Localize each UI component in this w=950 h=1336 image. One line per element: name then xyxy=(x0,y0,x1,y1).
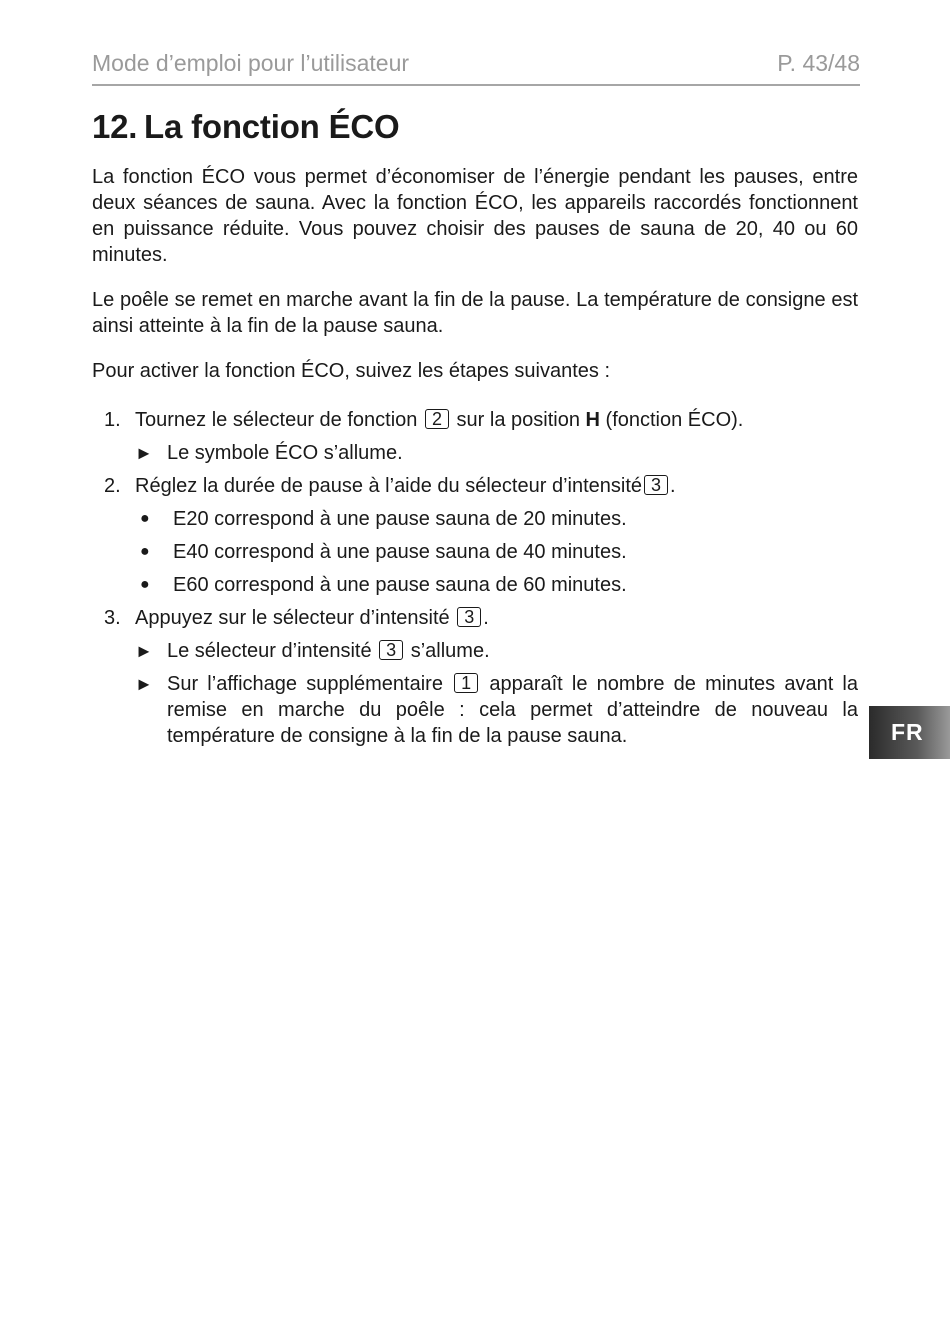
page-number: P. 43/48 xyxy=(777,50,860,76)
result-text: apparaît le nombre de minutes avant la remise en marche du poêle : cela permet d’atteindre de nouveau la température de consigne à la fin de la pause sauna. xyxy=(167,673,858,747)
position-key: H xyxy=(585,409,600,431)
bullet-text: E20 correspond à une pause sauna de 20 minutes. xyxy=(173,508,627,530)
reference-number-box: 2 xyxy=(425,409,449,429)
arrow-right-icon: ► xyxy=(135,674,153,694)
step-3 xyxy=(92,605,858,749)
bullet-text: E40 correspond à une pause sauna de 40 minutes. xyxy=(173,541,627,563)
language-tab: FR xyxy=(869,706,950,759)
reference-number-box: 3 xyxy=(457,607,481,627)
result-text: s’allume. xyxy=(410,640,490,662)
bullet-item xyxy=(92,539,858,565)
section-heading xyxy=(92,108,858,146)
step-text: Réglez la durée de pause à l’aide du sélecteur d’intensité xyxy=(135,475,643,497)
bullet-item xyxy=(92,572,858,598)
result-text: Le sélecteur d’intensité xyxy=(167,640,372,662)
main-content xyxy=(92,108,858,756)
restart-paragraph: Le poêle se remet en marche avant la fin de la pause. La température de consigne est ainsi atteinte à la fin de la pause sauna. xyxy=(92,289,858,337)
step-text: (fonction ÉCO). xyxy=(605,409,744,431)
section-title: La fonction ÉCO xyxy=(144,108,400,145)
reference-number-box: 3 xyxy=(644,475,668,495)
step-number: 2. xyxy=(104,475,121,497)
steps-intro-paragraph: Pour activer la fonction ÉCO, suivez les étapes suivantes : xyxy=(92,360,611,382)
result-text: Sur l’affichage supplémentaire xyxy=(167,673,443,695)
page-header xyxy=(92,48,860,86)
bullet-item xyxy=(92,506,858,532)
step-result xyxy=(92,440,858,466)
intro-paragraph: La fonction ÉCO vous permet d’économiser de l’énergie pendant les pauses, entre deux séances de sauna. Avec la fonction ÉCO, les appareils raccordés fonctionnent en puissance réduite. Vous pouvez choisir des pauses de sauna de 20, 40 ou 60 minutes. xyxy=(92,166,858,266)
step-text: . xyxy=(670,475,676,497)
document-title: Mode d’emploi pour l’utilisateur xyxy=(92,50,410,76)
bullet-dot-icon: ● xyxy=(140,576,150,593)
step-number: 1. xyxy=(104,409,121,431)
reference-number-box: 3 xyxy=(379,640,403,660)
arrow-right-icon: ► xyxy=(135,443,153,463)
bullet-dot-icon: ● xyxy=(140,510,150,527)
step-text: Tournez le sélecteur de fonction xyxy=(135,409,418,431)
arrow-right-icon: ► xyxy=(135,641,153,661)
reference-number-box: 1 xyxy=(454,673,478,693)
section-number: 12. xyxy=(92,108,138,145)
bullet-dot-icon: ● xyxy=(140,543,150,560)
step-text: . xyxy=(483,607,489,629)
step-result xyxy=(92,638,858,664)
steps-list xyxy=(92,407,858,749)
step-number: 3. xyxy=(104,607,121,629)
bullet-text: E60 correspond à une pause sauna de 60 minutes. xyxy=(173,574,627,596)
step-2 xyxy=(92,473,858,598)
step-text: sur la position xyxy=(456,409,580,431)
result-text: Le symbole ÉCO s’allume. xyxy=(167,442,403,464)
step-result xyxy=(92,671,858,749)
step-text: Appuyez sur le sélecteur d’intensité xyxy=(135,607,450,629)
step-1 xyxy=(92,407,858,466)
